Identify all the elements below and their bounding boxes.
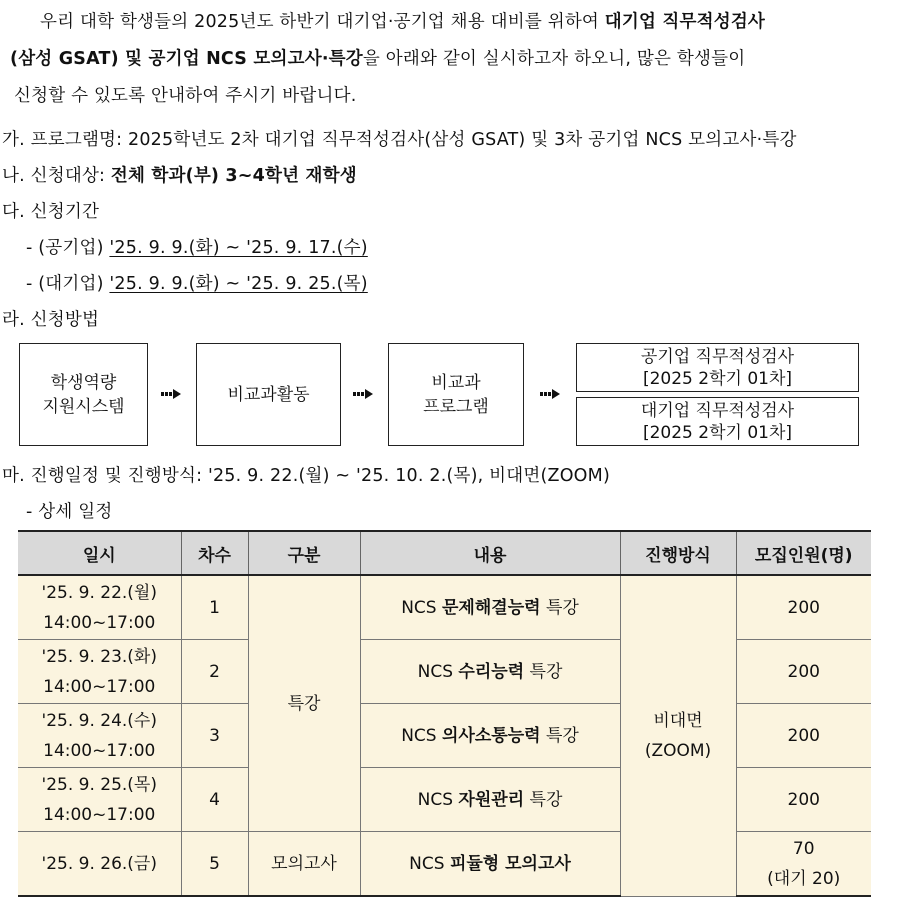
header-capacity: 모집인원(명)	[736, 531, 871, 575]
schedule-detail-label: - 상세 일정	[26, 502, 113, 522]
period-label: - (공기업)	[26, 238, 110, 258]
table-row	[18, 832, 871, 897]
schedule-table	[18, 530, 871, 897]
content-prefix: NCS	[401, 725, 442, 746]
date-text: '25. 9. 23.(화)	[41, 646, 157, 667]
period-value: '25. 9. 9.(화) ~ '25. 9. 25.(목)	[109, 274, 368, 294]
intro-emphasis-2: (삼성 GSAT) 및 공기업 NCS 모의고사·특강	[10, 49, 363, 69]
header-method: 진행방식	[620, 531, 736, 575]
cell-round: 3	[181, 704, 248, 768]
flow-step-text: 비교과	[431, 372, 481, 393]
cell-method	[620, 575, 736, 896]
content-prefix: NCS	[409, 853, 450, 874]
content-prefix: NCS	[417, 661, 459, 682]
item-target	[2, 162, 357, 187]
time-text: 14:00~17:00	[43, 740, 156, 761]
header-date: 일시	[18, 531, 181, 575]
flow-step-text: [2025 2학기 01차]	[642, 422, 793, 443]
content-emphasis: 피듈형 모의고사	[449, 853, 571, 874]
time-text: 14:00~17:00	[43, 612, 156, 633]
flow-step-public-test	[576, 343, 859, 392]
time-text: 14:00~17:00	[43, 676, 156, 697]
content-suffix: 특강	[540, 597, 579, 618]
cell-capacity	[736, 832, 871, 897]
item-value: 전체 학과(부) 3~4학년 재학생	[110, 166, 357, 186]
flow-step-text: 지원시스템	[42, 396, 125, 417]
cell-round: 2	[181, 640, 248, 704]
intro-line-3: 신청할 수 있도록 안내하여 주시기 바랍니다.	[14, 86, 357, 106]
date-text: '25. 9. 22.(월)	[41, 582, 157, 603]
method-text: 비대면	[653, 710, 703, 731]
arrow-right-icon	[161, 389, 181, 399]
item-period: 다. 신청기간	[2, 202, 100, 222]
header-category: 구분	[248, 531, 360, 575]
cell-date	[18, 640, 181, 704]
time-text: 14:00~17:00	[43, 804, 156, 825]
cell-date	[18, 704, 181, 768]
flow-step-text: 프로그램	[423, 396, 489, 417]
table-row	[18, 704, 871, 768]
cell-content	[360, 832, 620, 897]
flow-step-text: 대기업 직무적성검사	[640, 400, 795, 421]
capacity-text: 70	[792, 838, 815, 859]
content-emphasis: 수리능력	[458, 661, 525, 682]
cell-capacity: 200	[736, 640, 871, 704]
period-label: - (대기업)	[26, 274, 110, 294]
intro-text-2: 을 아래와 같이 실시하고자 하오니, 많은 학생들이	[362, 49, 746, 69]
item-label: 나. 신청대상:	[2, 166, 111, 186]
content-suffix: 특강	[524, 789, 563, 810]
arrow-right-icon	[353, 389, 373, 399]
cell-round: 4	[181, 768, 248, 832]
table-row	[18, 768, 871, 832]
content-emphasis: 의사소통능력	[442, 725, 541, 746]
item-label: 가. 프로그램명:	[2, 130, 129, 150]
flow-step-text: 비교과활동	[227, 384, 310, 405]
flow-step-text: 학생역량	[50, 372, 117, 393]
cell-capacity: 200	[736, 575, 871, 640]
content-suffix: 특강	[540, 725, 579, 746]
flow-step-program	[388, 343, 524, 446]
table-row	[18, 640, 871, 704]
flow-step-text: 공기업 직무적성검사	[640, 346, 795, 367]
table-row	[18, 575, 871, 640]
method-text: (ZOOM)	[644, 740, 712, 761]
cell-round: 1	[181, 575, 248, 640]
table-header-row	[18, 531, 871, 575]
content-prefix: NCS	[401, 597, 442, 618]
intro-emphasis: 대기업 직무적성검사	[604, 12, 766, 32]
item-schedule: 마. 진행일정 및 진행방식: '25. 9. 22.(월) ~ '25. 10. 2.(목), 비대면(ZOOM)	[2, 466, 610, 486]
intro-text: 우리 대학 학생들의 2025년도 하반기 대기업·공기업 채용 대비를 위하여	[40, 12, 605, 32]
cell-capacity: 200	[736, 704, 871, 768]
item-method: 라. 신청방법	[2, 310, 100, 330]
cell-category-lecture: 특강	[248, 575, 360, 832]
arrow-right-icon	[540, 389, 560, 399]
period-private	[26, 270, 368, 295]
cell-date: '25. 9. 26.(금)	[18, 832, 181, 897]
cell-content	[360, 704, 620, 768]
cell-content	[360, 640, 620, 704]
intro-line-2	[10, 45, 745, 70]
flow-step-system	[19, 343, 148, 446]
period-public	[26, 234, 368, 259]
header-round: 차수	[181, 531, 248, 575]
item-program-name	[2, 126, 797, 151]
content-prefix: NCS	[417, 789, 459, 810]
cell-category-mock: 모의고사	[248, 832, 360, 897]
capacity-waitlist: (대기 20)	[767, 868, 841, 889]
cell-date	[18, 768, 181, 832]
cell-capacity: 200	[736, 768, 871, 832]
intro-line-1	[40, 8, 765, 33]
flow-step-text: [2025 2학기 01차]	[642, 368, 793, 389]
cell-content	[360, 575, 620, 640]
date-text: '25. 9. 25.(목)	[41, 774, 157, 795]
cell-round: 5	[181, 832, 248, 897]
cell-content	[360, 768, 620, 832]
header-content: 내용	[360, 531, 620, 575]
flow-step-private-test	[576, 397, 859, 446]
date-text: '25. 9. 24.(수)	[41, 710, 157, 731]
flow-step-activity	[196, 343, 341, 446]
period-value: '25. 9. 9.(화) ~ '25. 9. 17.(수)	[109, 238, 368, 258]
content-emphasis: 문제해결능력	[442, 597, 541, 618]
item-value: 2025학년도 2차 대기업 직무적성검사(삼성 GSAT) 및 3차 공기업 NCS 모의고사·특강	[128, 130, 797, 150]
content-emphasis: 자원관리	[458, 789, 525, 810]
cell-date	[18, 575, 181, 640]
content-suffix: 특강	[524, 661, 563, 682]
